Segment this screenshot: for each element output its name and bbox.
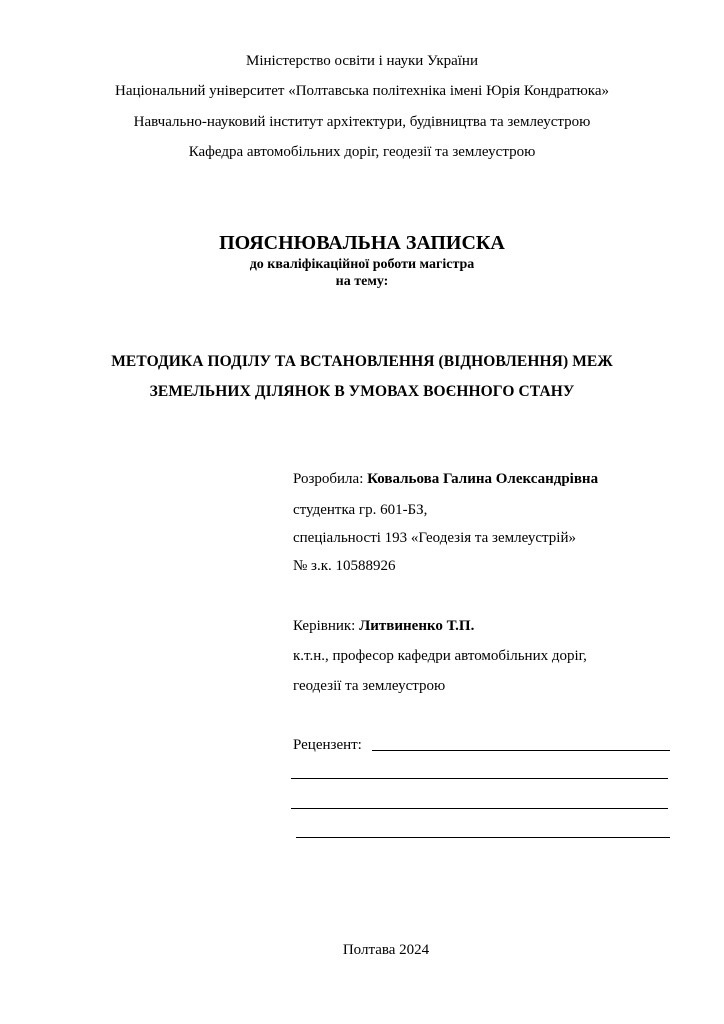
supervisor-name: Литвиненко Т.П. xyxy=(359,618,475,634)
institute-line: Навчально-науковий інститут архітектури, будівництва та землеустрою xyxy=(133,114,591,130)
supervisor-position-2: геодезії та землеустрою xyxy=(293,678,446,694)
author-specialty: спеціальності 193 «Геодезія та землеустрій» xyxy=(293,530,576,546)
author-record: № з.к. 10588926 xyxy=(293,558,396,574)
department-line: Кафедра автомобільних доріг, геодезії та землеустрою xyxy=(188,144,536,160)
reviewer-blank-line-3 xyxy=(291,808,668,809)
reviewer-label: Рецензент: xyxy=(293,737,362,753)
reviewer-blank-line-1 xyxy=(372,750,670,751)
document-title: ПОЯСНЮВАЛЬНА ЗАПИСКА xyxy=(219,232,505,254)
supervisor-line xyxy=(293,617,474,635)
university-line: Національний університет «Полтавська політехніка імені Юрія Кондратюка» xyxy=(114,83,609,99)
topic-line-1: МЕТОДИКА ПОДІЛУ ТА ВСТАНОВЛЕННЯ (ВІДНОВЛЕННЯ) МЕЖ xyxy=(111,353,613,370)
document-subtitle-topic: на тему: xyxy=(335,274,389,289)
document-subtitle: до кваліфікаційної роботи магістра xyxy=(249,257,475,272)
supervisor-position-1: к.т.н., професор кафедри автомобільних доріг, xyxy=(293,648,587,664)
reviewer-blank-line-4 xyxy=(296,837,670,838)
author-name: Ковальова Галина Олександрівна xyxy=(367,471,599,487)
author-group: студентка гр. 601-БЗ, xyxy=(293,502,428,518)
author-line xyxy=(293,470,598,488)
supervisor-label: Керівник: xyxy=(293,618,360,634)
reviewer-blank-line-2 xyxy=(291,778,668,779)
ministry-line: Міністерство освіти і науки України xyxy=(245,53,478,69)
city-year: Полтава 2024 xyxy=(342,942,430,958)
topic-line-2: ЗЕМЕЛЬНИХ ДІЛЯНОК В УМОВАХ ВОЄННОГО СТАНУ xyxy=(149,383,575,400)
author-label: Розробила: xyxy=(293,471,368,487)
